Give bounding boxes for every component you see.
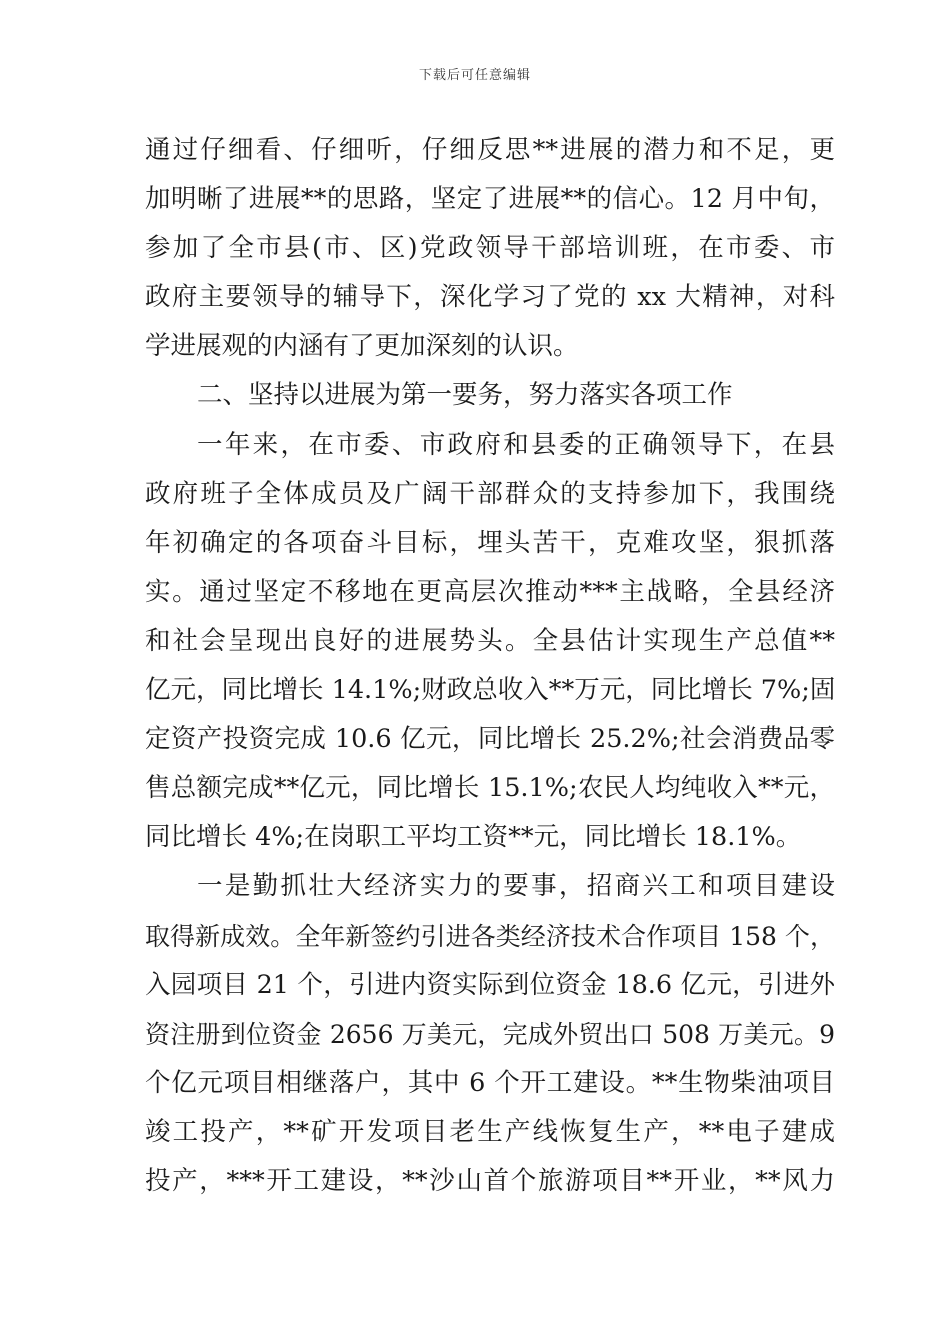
text-line: 参加了全市县(市、区)党政领导干部培训班，在市委、市: [145, 233, 835, 264]
text-line: 加明晰了进展**的思路，坚定了进展**的信心。12 月中旬，: [145, 184, 835, 215]
text-line: 政府班子全体成员及广阔干部群众的支持参加下，我围绕: [145, 478, 835, 509]
text-line: 一年来，在市委、市政府和县委的正确领导下，在县: [197, 429, 835, 460]
section-heading: 二、坚持以进展为第一要务，努力落实各项工作: [197, 380, 733, 411]
text-line: 实。通过坚定不移地在更高层次推动***主战略，全县经济: [145, 576, 835, 607]
text-line: 资注册到位资金 2656 万美元，完成外贸出口 508 万美元。9: [145, 1019, 835, 1049]
text-line: 取得新成效。全年新签约引进各类经济技术合作项目 158 个，: [145, 921, 835, 951]
text-line: 入园项目 21 个，引进内资实际到位资金 18.6 亿元，引进外: [145, 969, 835, 1000]
text-line: 竣工投产，**矿开发项目老生产线恢复生产，**电子建成: [145, 1116, 835, 1147]
text-line: 通过仔细看、仔细听，仔细反思**进展的潜力和不足，更: [145, 135, 835, 165]
text-line: 同比增长 4%;在岗职工平均工资**元，同比增长 18.1%。: [145, 822, 802, 853]
text-line: 学进展观的内涵有了更加深刻的认识。: [145, 331, 579, 362]
text-line: 一是勤抓壮大经济实力的要事，招商兴工和项目建设: [197, 871, 835, 902]
page-header: 下载后可任意编辑: [418, 68, 531, 83]
text-line: 和社会呈现出良好的进展势头。全县估计实现生产总值**: [145, 625, 835, 656]
text-line: 年初确定的各项奋斗目标，埋头苦干，克难攻坚，狠抓落: [145, 527, 835, 558]
text-line: 售总额完成**亿元，同比增长 15.1%;农民人均纯收入**元，: [145, 773, 835, 804]
text-line: 亿元，同比增长 14.1%;财政总收入**万元，同比增长 7%;固: [145, 675, 836, 706]
text-line: 政府主要领导的辅导下，深化学习了党的 xx 大精神，对科: [145, 282, 835, 313]
text-line: 个亿元项目相继落户，其中 6 个开工建设。**生物柴油项目: [145, 1067, 835, 1098]
text-line: 定资产投资完成 10.6 亿元，同比增长 25.2%;社会消费品零: [145, 724, 835, 755]
document-body: [145, 126, 835, 1206]
text-line: 投产，***开工建设，**沙山首个旅游项目**开业，**风力: [145, 1165, 835, 1196]
